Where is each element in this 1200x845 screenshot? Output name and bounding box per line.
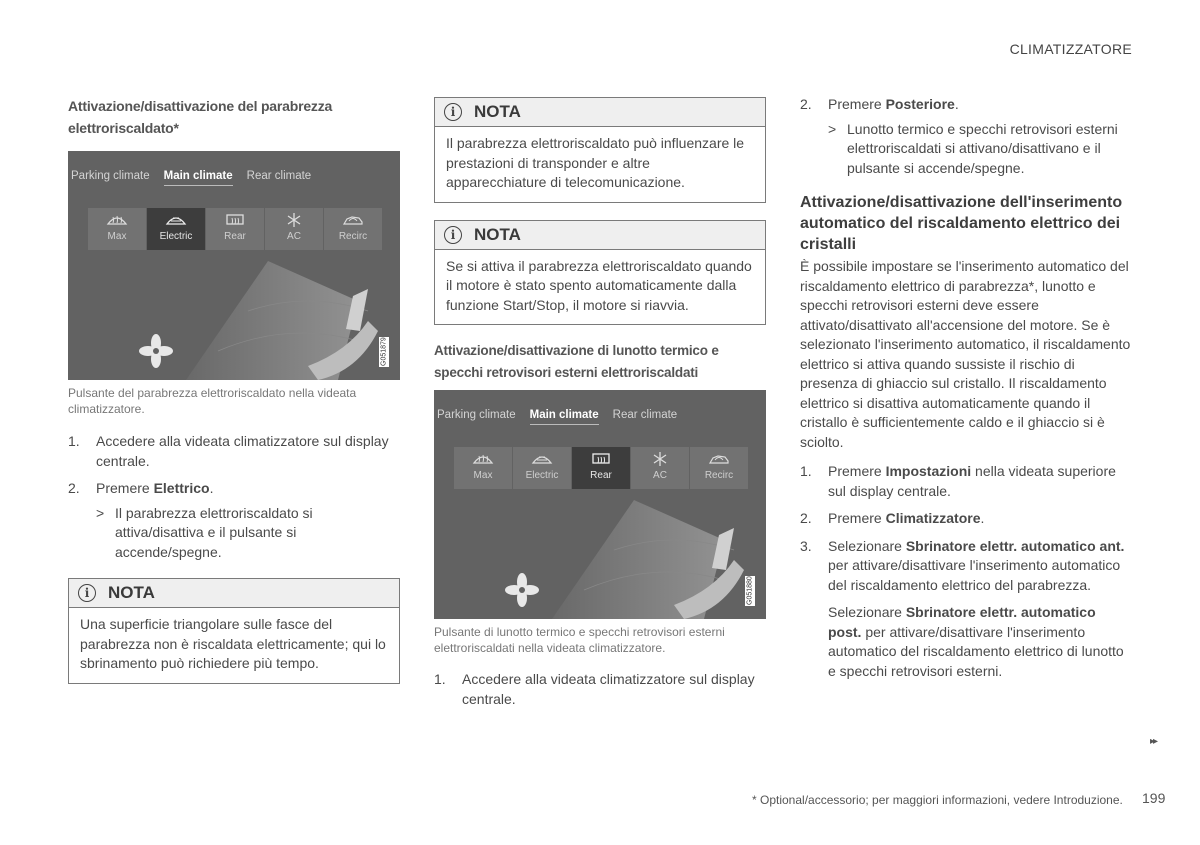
ac-button: AC	[265, 208, 323, 250]
steps-list	[434, 670, 766, 709]
seat-illustration	[434, 490, 766, 619]
electric-windscreen-button: Electric	[147, 208, 205, 250]
column-1	[68, 95, 400, 684]
step-item: 1. Accedere alla videata climatizzatore sul display centrale.	[434, 671, 755, 707]
column-2	[434, 97, 766, 709]
keyword: Impostazioni	[885, 463, 972, 479]
ac-button: AC	[631, 447, 689, 489]
step-item: 2. Premere Climatizzatore.	[800, 510, 985, 526]
continue-arrows-icon: ▸▸	[1150, 736, 1157, 747]
keyword: Sbrinatore elettr. automatico ant.	[905, 537, 1125, 554]
climate-buttons	[88, 208, 383, 250]
steps-list	[68, 432, 400, 562]
note-title: NOTA	[474, 224, 521, 244]
recirc-button: Recirc	[690, 447, 748, 489]
step-item: 1. Premere Impostazioni nella videata superiore sul display centrale.	[800, 463, 1116, 499]
image-caption: Pulsante del parabrezza elettroriscaldato nella videata climatizzatore.	[68, 386, 357, 416]
tab-parking-climate: Parking climate	[71, 170, 150, 182]
recirc-button: Recirc	[324, 208, 382, 250]
climate-tabs	[437, 409, 691, 425]
heading-auto-heating: Attivazione/disattivazione dell'inserimento automatico del riscaldamento elettrico dei cristalli	[800, 194, 1123, 253]
note-box	[68, 578, 400, 684]
note-header	[435, 221, 765, 250]
step-result: > Il parabrezza elettroriscaldato si attiva/disattiva e il pulsante si accende/spegne.	[96, 504, 313, 560]
steps-list	[800, 95, 1132, 178]
section-title: CLIMATIZZATORE	[1009, 41, 1132, 57]
info-icon: i	[444, 103, 462, 121]
climate-screen-image	[434, 390, 766, 619]
max-defrost-button: Max	[88, 208, 146, 250]
max-defrost-button: Max	[454, 447, 512, 489]
step-item-continued: Selezionare Sbrinatore elettr. automatico post. per attivare/disattivare l'inserimento automatico del riscaldamento elettrico di lunotto e specchi retrovisori esterni.	[828, 604, 1124, 679]
tab-rear-climate: Rear climate	[612, 409, 678, 421]
keyword: Climatizzatore	[885, 510, 981, 526]
recirculation-car-icon	[342, 212, 364, 228]
step-item: 1. Accedere alla videata climatizzatore sul display centrale.	[68, 433, 389, 469]
rear-window-defrost-icon	[590, 451, 612, 467]
keyword: Posteriore	[885, 96, 955, 112]
rear-window-defrost-icon	[224, 212, 246, 228]
heated-windscreen-icon	[531, 451, 553, 467]
electric-windscreen-button: Electric	[513, 447, 571, 489]
max-defrost-icon	[472, 451, 494, 467]
image-code: G051879	[380, 337, 388, 367]
tab-rear-climate: Rear climate	[246, 170, 312, 182]
steps-list	[800, 462, 1132, 681]
note-title: NOTA	[474, 102, 521, 121]
tab-main-climate: Main climate	[530, 409, 599, 425]
note-header	[69, 579, 399, 608]
climate-buttons	[454, 447, 749, 489]
heading-rear-window: Attivazione/disattivazione di lunotto termico e specchi retrovisori esterni elettroriscaldati	[434, 343, 719, 380]
fan-icon	[139, 334, 173, 368]
info-icon: i	[78, 584, 96, 602]
keyword: Sbrinatore elettr. automatico post.	[828, 604, 1096, 640]
info-icon: i	[444, 226, 462, 244]
heading-windscreen: Attivazione/disattivazione del parabrezza elettroriscaldato*	[68, 98, 333, 136]
max-defrost-icon	[106, 212, 128, 228]
snowflake-icon	[283, 212, 305, 228]
paragraph: È possibile impostare se l'inserimento automatico del riscaldamento elettrico di parabrezza*, lunotto e specchi retrovisori esterni deve essere attivato/disattivato all'accensione del motore. Se è selezionato l'inserimento automatico, il riscaldamento elettrico si attiva quando sussiste il rischio di presenza di ghiaccio sul cristallo. Il riscaldamento elettrico si disattiva automaticamente quando il cristallo è sufficientemente caldo e il ghiaccio si è sciolto.	[800, 258, 1131, 450]
climate-tabs	[71, 170, 325, 186]
step-item: 3. Selezionare Sbrinatore elettr. automatico ant. per attivare/disattivare l'inserimento automatico del riscaldamento elettrico del parabrezza.	[800, 537, 1125, 593]
note-box	[434, 97, 766, 203]
note-text: Una superficie triangolare sulle fasce del parabrezza non è riscaldata elettricamente; qui lo sbrinamento può richiedere più tempo.	[80, 616, 386, 671]
step-item: 2. Premere Posteriore. > Lunotto termico e specchi retrovisori esterni elettroriscaldati si attivano/disattivano e il pulsante si accende/spegne.	[800, 95, 1132, 178]
image-caption: Pulsante di lunotto termico e specchi retrovisori esterni elettroriscaldati nella videata climatizzatore.	[434, 625, 725, 655]
footnote: * Optional/accessorio; per maggiori informazioni, vedere Introduzione.	[752, 793, 1123, 807]
note-box	[434, 220, 766, 326]
note-text: Se si attiva il parabrezza elettroriscaldato quando il motore è stato spento automaticamente dalla funzione Start/Stop, il motore si riavvia.	[446, 257, 752, 313]
fan-icon	[505, 573, 539, 607]
seat-illustration	[68, 251, 400, 380]
keyword: Elettrico	[153, 480, 210, 496]
column-3	[800, 95, 1132, 681]
note-text: Il parabrezza elettroriscaldato può influenzare le prestazioni di transponder e altre apparecchiature di telecomunicazione.	[446, 135, 745, 190]
tab-main-climate: Main climate	[164, 170, 233, 186]
image-code: G051880	[746, 576, 754, 606]
recirculation-car-icon	[708, 451, 730, 467]
rear-defrost-button: Rear	[572, 447, 630, 489]
note-title: NOTA	[108, 583, 155, 602]
tab-parking-climate: Parking climate	[437, 409, 516, 421]
note-header	[435, 98, 765, 127]
step-result: > Lunotto termico e specchi retrovisori esterni elettroriscaldati si attivano/disattivano e il pulsante si accende/spegne.	[828, 120, 1118, 176]
page-number: 199	[1142, 790, 1166, 806]
heated-windscreen-icon	[165, 212, 187, 228]
step-item: 2. Premere Elettrico. > Il parabrezza elettroriscaldato si attiva/disattiva e il pulsante si accende/spegne.	[68, 479, 400, 562]
snowflake-icon	[649, 451, 671, 467]
climate-screen-image	[68, 151, 400, 380]
rear-defrost-button: Rear	[206, 208, 264, 250]
